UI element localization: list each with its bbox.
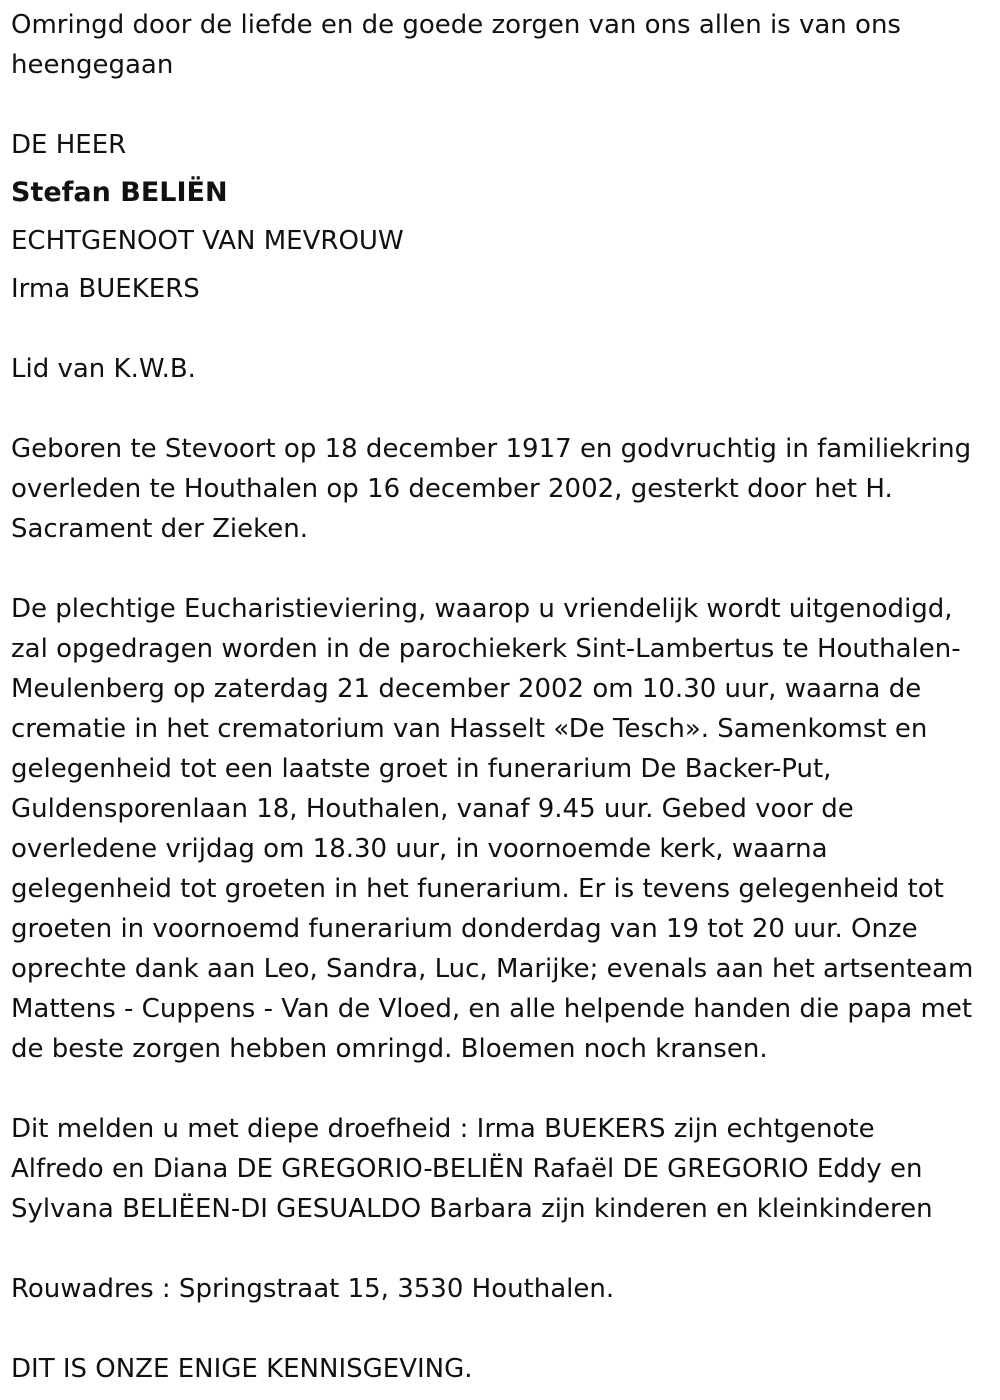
closing-text: DIT IS ONZE ENIGE KENNISGEVING. <box>11 1354 473 1384</box>
spacer <box>11 1229 993 1269</box>
spacer <box>11 389 993 429</box>
spouse-prefix: ECHTGENOOT VAN MEVROUW <box>11 226 404 256</box>
spacer <box>11 85 993 125</box>
spouse-name: Irma BUEKERS <box>11 274 200 304</box>
membership-text: Lid van K.W.B. <box>11 354 196 384</box>
spacer <box>11 165 993 173</box>
mourning-address: Rouwadres : Springstraat 15, 3530 Houthalen. <box>11 1274 615 1304</box>
spacer <box>11 213 993 221</box>
title-prefix: DE HEER <box>11 130 127 160</box>
spacer <box>11 1309 993 1349</box>
spacer <box>11 549 993 589</box>
spacer <box>11 261 993 269</box>
ceremony-text: De plechtige Eucharistieviering, waarop u vriendelijk wordt uitgenodigd, zal opgedragen worden in de parochiekerk Sint-Lambertus te Houthalen- Meulenberg op zaterdag 21 december 2002 om 10.30 uur, waarna de crematie in het crematorium van Hasselt «De Tesch». Samenkomst en gelegenheid tot een laatste groet in funerarium De Backer-Put, Guldensporenlaan 18, Houthalen, vanaf 9.45 uur. Gebed voor de overledene vrijdag om 18.30 uur, in voornoemde kerk, waarna gelegenheid tot groeten in het funerarium. Er is tevens gelegenheid tot groeten in voornoemd funerarium donderdag van 19 tot 20 uur. Onze oprechte dank aan Leo, Sandra, Luc, Marijke; evenals aan het artsenteam Mattens - Cuppens - Van de Vloed, en alle helpende handen die papa met de beste zorgen hebben omringd. Bloemen noch kransen. <box>11 594 974 1064</box>
death-notice <box>11 5 993 1389</box>
intro-text: Omringd door de liefde en de goede zorgen van ons allen is van ons heengegaan <box>11 10 901 80</box>
birth-death-text: Geboren te Stevoort op 18 december 1917 en godvruchtig in familiekring overleden te Houthalen op 16 december 2002, gesterkt door het H. Sacrament der Zieken. <box>11 434 972 544</box>
deceased-name: Stefan BELIËN <box>11 177 228 208</box>
announcers-text: Dit melden u met diepe droefheid : Irma BUEKERS zijn echtgenote Alfredo en Diana DE GREGORIO-BELIËN Rafaël DE GREGORIO Eddy en Sylvana BELIËEN-DI GESUALDO Barbara zijn kinderen en kleinkinderen <box>11 1114 933 1224</box>
spacer <box>11 1069 993 1109</box>
spacer <box>11 309 993 349</box>
